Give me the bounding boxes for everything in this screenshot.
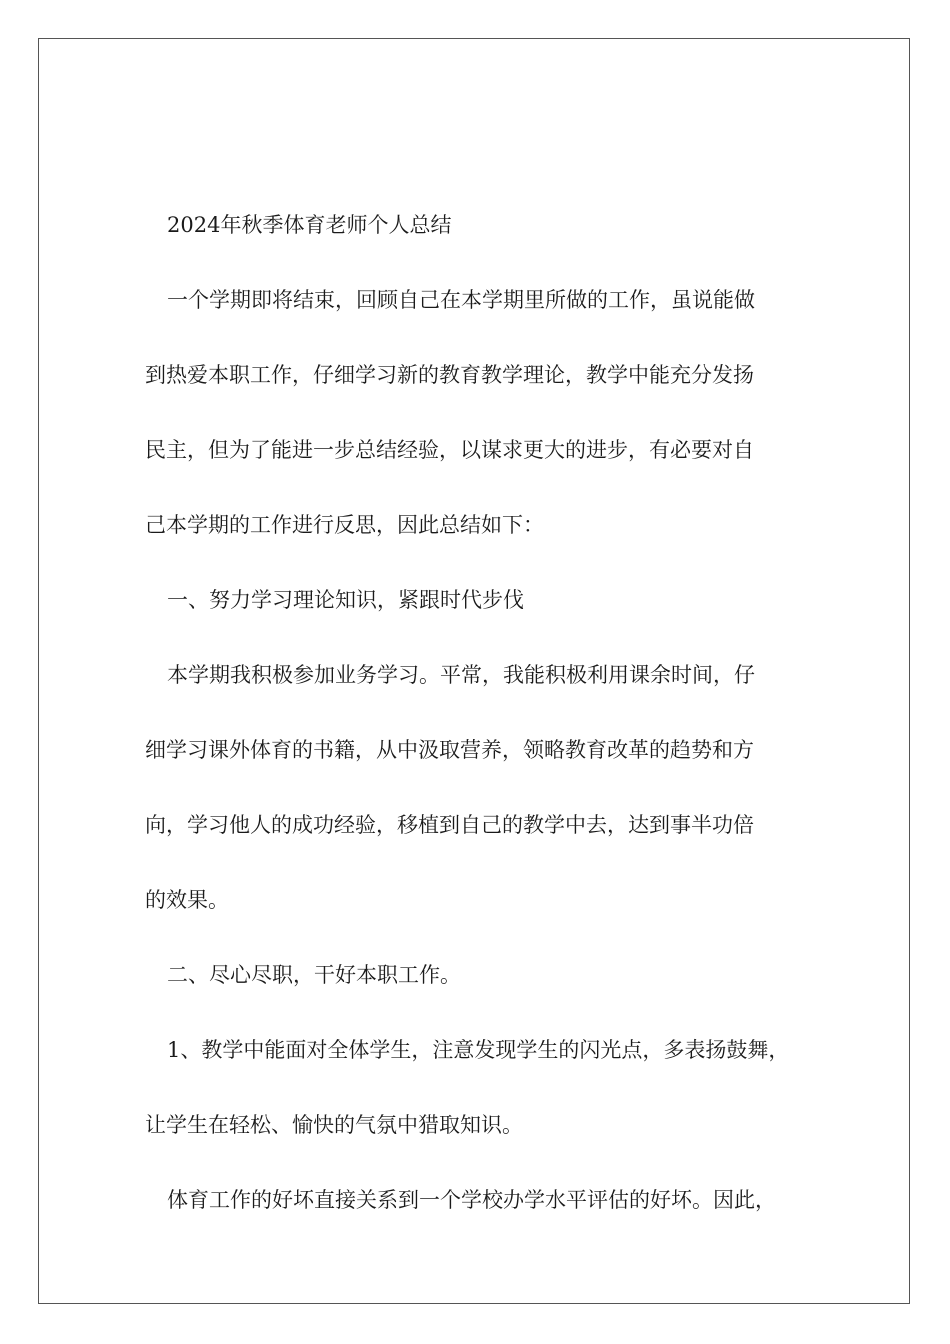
paragraph-line: 己本学期的工作进行反思，因此总结如下： (145, 513, 544, 537)
paragraph-line: 本学期我积极参加业务学习。平常，我能积极利用课余时间，仔 (167, 663, 755, 687)
paragraph-line: 一个学期即将结束，回顾自己在本学期里所做的工作，虽说能做 (167, 288, 755, 312)
paragraph-line: 民主，但为了能进一步总结经验，以谋求更大的进步，有必要对自 (145, 438, 754, 462)
paragraph-line: 1、教学中能面对全体学生，注意发现学生的闪光点，多表扬鼓舞， (167, 1038, 790, 1062)
section-heading: 二、尽心尽职，干好本职工作。 (167, 963, 461, 987)
section-heading: 一、努力学习理论知识，紧跟时代步伐 (167, 588, 524, 612)
document-title: 2024年秋季体育老师个人总结 (167, 213, 452, 237)
paragraph-line: 向，学习他人的成功经验，移植到自己的教学中去，达到事半功倍 (145, 813, 754, 837)
paragraph-line: 让学生在轻松、愉快的气氛中猎取知识。 (145, 1113, 523, 1137)
paragraph-line: 的效果。 (145, 888, 229, 912)
paragraph-line: 细学习课外体育的书籍，从中汲取营养，领略教育改革的趋势和方 (145, 738, 754, 762)
paragraph-line: 体育工作的好坏直接关系到一个学校办学水平评估的好坏。因此， (167, 1188, 776, 1212)
document-body (145, 206, 825, 1256)
paragraph-line: 到热爱本职工作，仔细学习新的教育教学理论，教学中能充分发扬 (145, 363, 754, 387)
